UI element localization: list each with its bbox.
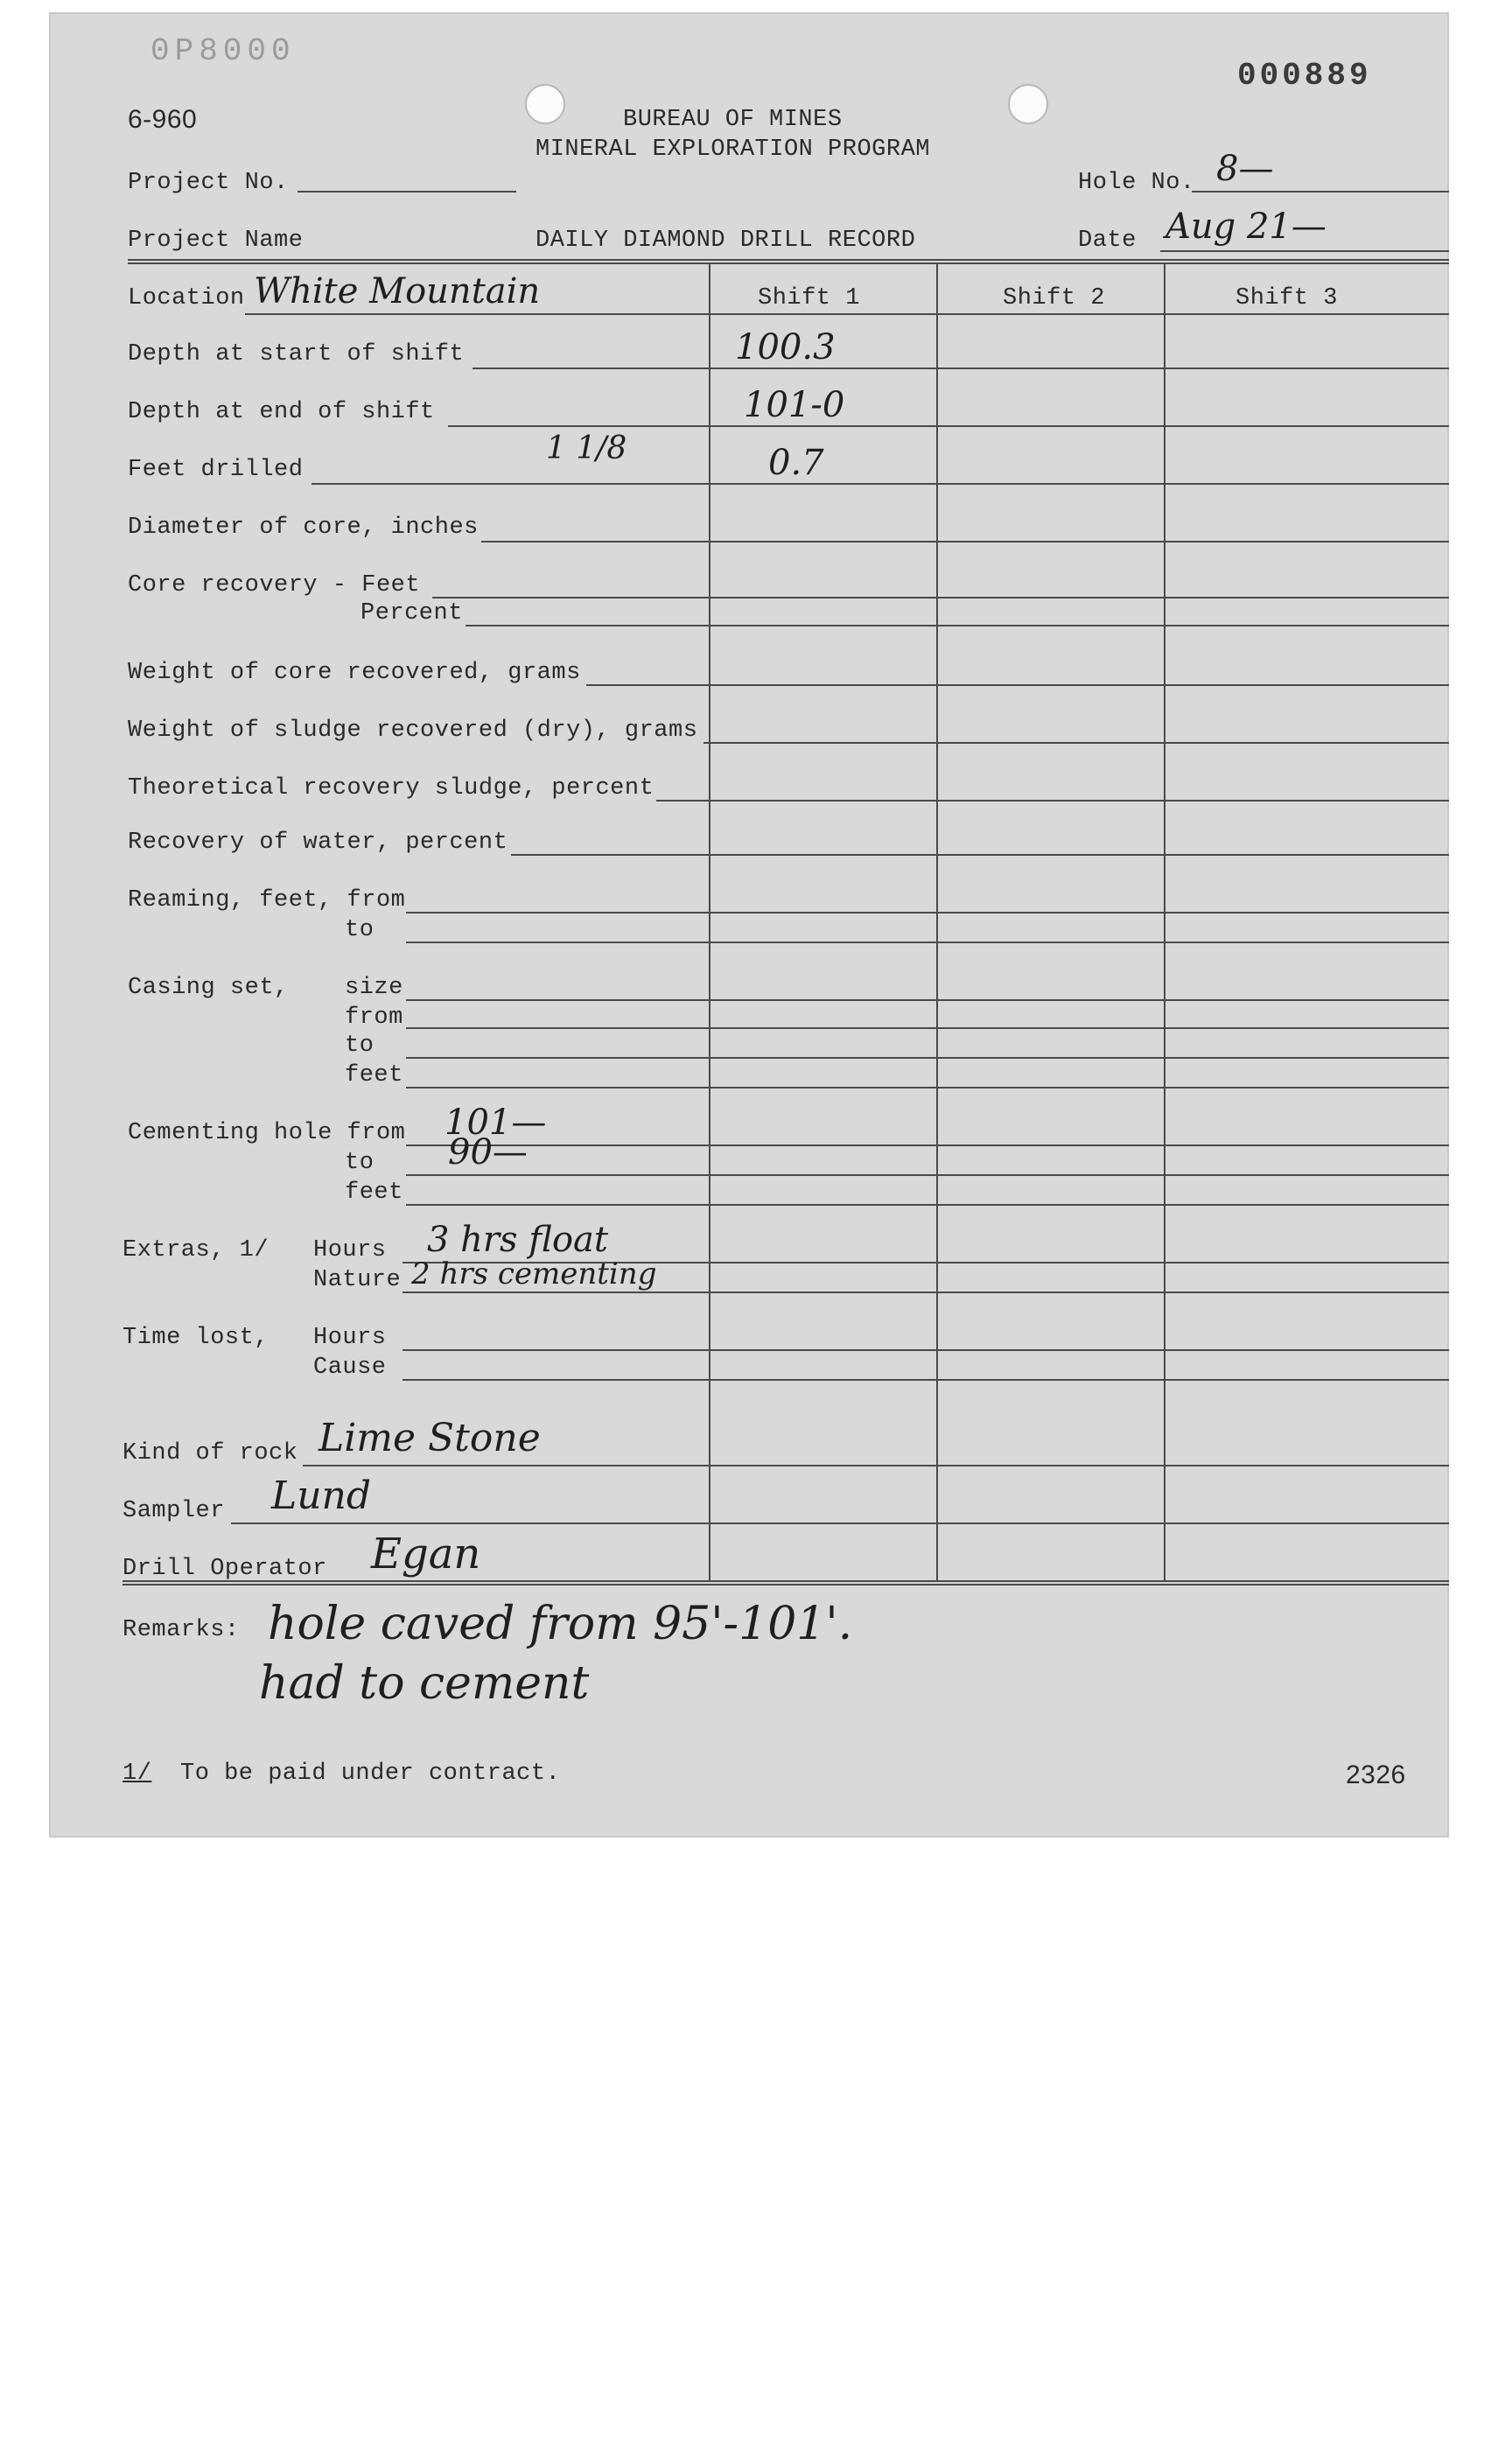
weight-sludge-label: Weight of sludge recovered (dry), grams	[128, 718, 698, 744]
drill-operator-label: Drill Operator	[122, 1556, 327, 1582]
time-lost-hours-label: Hours	[313, 1325, 387, 1351]
cementing-to-value: 90—	[448, 1132, 528, 1172]
row-rule-casing-feet	[406, 1087, 1449, 1088]
row-rule-cement-feet	[406, 1204, 1449, 1206]
extras-hours-value: 3 hrs float	[427, 1220, 608, 1260]
core-recovery-label: Core recovery - Feet	[128, 572, 421, 598]
row-rule-cement-from	[406, 1144, 1449, 1146]
program-title: MINERAL EXPLORATION PROGRAM	[536, 136, 930, 163]
punch-hole-right	[1008, 84, 1048, 124]
drill-record-sheet	[49, 12, 1449, 1838]
reaming-label: Reaming, feet, from	[128, 887, 406, 914]
sampler-label: Sampler	[122, 1498, 225, 1524]
row-rule-theoretical	[656, 800, 1449, 802]
time-lost-label: Time lost,	[122, 1325, 270, 1351]
location-value: White Mountain	[254, 271, 541, 312]
extras-hours-label: Hours	[313, 1237, 387, 1264]
water-label: Recovery of water, percent	[128, 830, 508, 856]
row-rule-time-cause	[402, 1379, 1449, 1381]
shift3-header: Shift 3	[1236, 285, 1338, 312]
row-rule-feet-drilled	[312, 483, 1449, 485]
casing-size-label: size	[345, 975, 403, 1001]
project-no-line	[298, 191, 516, 192]
project-name-label: Project Name	[128, 228, 304, 254]
row-rule-cement-to	[406, 1174, 1449, 1176]
remarks-line-2: had to cement	[259, 1657, 590, 1710]
feet-drilled-label: Feet drilled	[128, 457, 304, 483]
cementing-label: Cementing hole from	[128, 1120, 406, 1146]
row-rule-rock	[303, 1465, 1449, 1466]
casing-to-label: to	[345, 1032, 374, 1059]
row-rule-reaming-from	[406, 912, 1449, 914]
footnote-text: To be paid under contract.	[180, 1760, 561, 1787]
hole-no-value: 8—	[1216, 149, 1274, 189]
reaming-to-label: to	[345, 917, 374, 943]
column-rule-1	[709, 262, 710, 1580]
row-rule-core-feet	[432, 597, 1449, 598]
row-rule-time-hours	[402, 1349, 1449, 1351]
row-rule-core-percent	[466, 625, 1449, 626]
footnote-mark: 1/	[122, 1760, 152, 1787]
casing-feet-label: feet	[345, 1062, 403, 1088]
row-rule-weight-core	[586, 684, 1449, 686]
form-id: 6-960	[128, 105, 198, 134]
row-rule-reaming-to	[406, 942, 1449, 943]
remarks-line-1: hole caved from 95'-101'.	[268, 1598, 853, 1650]
kind-of-rock-label: Kind of rock	[122, 1440, 298, 1466]
depth-start-label: Depth at start of shift	[128, 341, 465, 368]
date-label: Date	[1078, 228, 1137, 254]
kind-of-rock-value: Lime Stone	[318, 1416, 541, 1460]
table-bottom-rule-2	[122, 1584, 1449, 1586]
row-rule-diameter	[481, 541, 1449, 542]
sampler-value: Lund	[271, 1474, 372, 1518]
row-rule-extras-nature	[402, 1292, 1449, 1293]
row-rule-location	[245, 313, 1449, 315]
theoretical-label: Theoretical recovery sludge, percent	[128, 775, 654, 802]
location-label: Location	[128, 285, 245, 312]
row-rule-casing-from	[406, 1027, 1449, 1029]
extras-nature-label: Nature	[313, 1267, 402, 1293]
shift1-header: Shift 1	[758, 285, 860, 312]
cementing-from-value: 101—	[444, 1102, 547, 1143]
page-code: 2326	[1346, 1760, 1406, 1789]
column-rule-3	[1164, 262, 1166, 1580]
casing-from-label: from	[345, 1004, 403, 1031]
stamp-number: 000889	[1237, 58, 1372, 94]
casing-label: Casing set,	[128, 975, 289, 1001]
row-rule-casing-size	[406, 999, 1449, 1001]
agency-title: BUREAU OF MINES	[623, 107, 843, 133]
time-lost-cause-label: Cause	[313, 1354, 387, 1381]
hole-no-label: Hole No.	[1078, 170, 1195, 196]
feet-drilled-margin-note: 1 1/8	[546, 430, 627, 466]
date-line	[1160, 250, 1449, 252]
row-rule-sampler	[231, 1522, 1449, 1524]
hole-no-line	[1192, 191, 1449, 192]
record-title: DAILY DIAMOND DRILL RECORD	[536, 228, 916, 254]
row-rule-depth-start	[472, 368, 1449, 369]
row-rule-depth-end	[448, 425, 1449, 427]
depth-start-s1: 100.3	[735, 327, 836, 368]
remarks-label: Remarks:	[122, 1617, 240, 1643]
project-no-label: Project No.	[128, 170, 289, 196]
cementing-feet-label: feet	[345, 1180, 403, 1206]
column-rule-2	[936, 262, 938, 1580]
cementing-to-label: to	[345, 1150, 374, 1176]
diameter-label: Diameter of core, inches	[128, 514, 479, 541]
table-top-rule-2	[128, 262, 1449, 264]
drill-operator-value: Egan	[371, 1530, 481, 1578]
depth-end-s1: 101-0	[744, 385, 845, 425]
extras-label: Extras, 1/	[122, 1237, 270, 1264]
punch-hole-left	[525, 84, 565, 124]
table-bottom-rule	[122, 1580, 1449, 1582]
table-top-rule	[128, 259, 1449, 261]
shift2-header: Shift 2	[1003, 285, 1105, 312]
date-value: Aug 21—	[1166, 206, 1326, 247]
extras-nature-value: 2 hrs cementing	[411, 1256, 657, 1292]
weight-core-label: Weight of core recovered, grams	[128, 660, 581, 686]
row-rule-casing-to	[406, 1057, 1449, 1059]
row-rule-water	[511, 854, 1449, 856]
core-percent-label: Percent	[360, 600, 463, 626]
row-rule-weight-sludge	[704, 742, 1449, 744]
depth-end-label: Depth at end of shift	[128, 399, 435, 425]
faint-number: 0P8000	[150, 33, 296, 69]
feet-drilled-s1: 0.7	[768, 443, 824, 483]
